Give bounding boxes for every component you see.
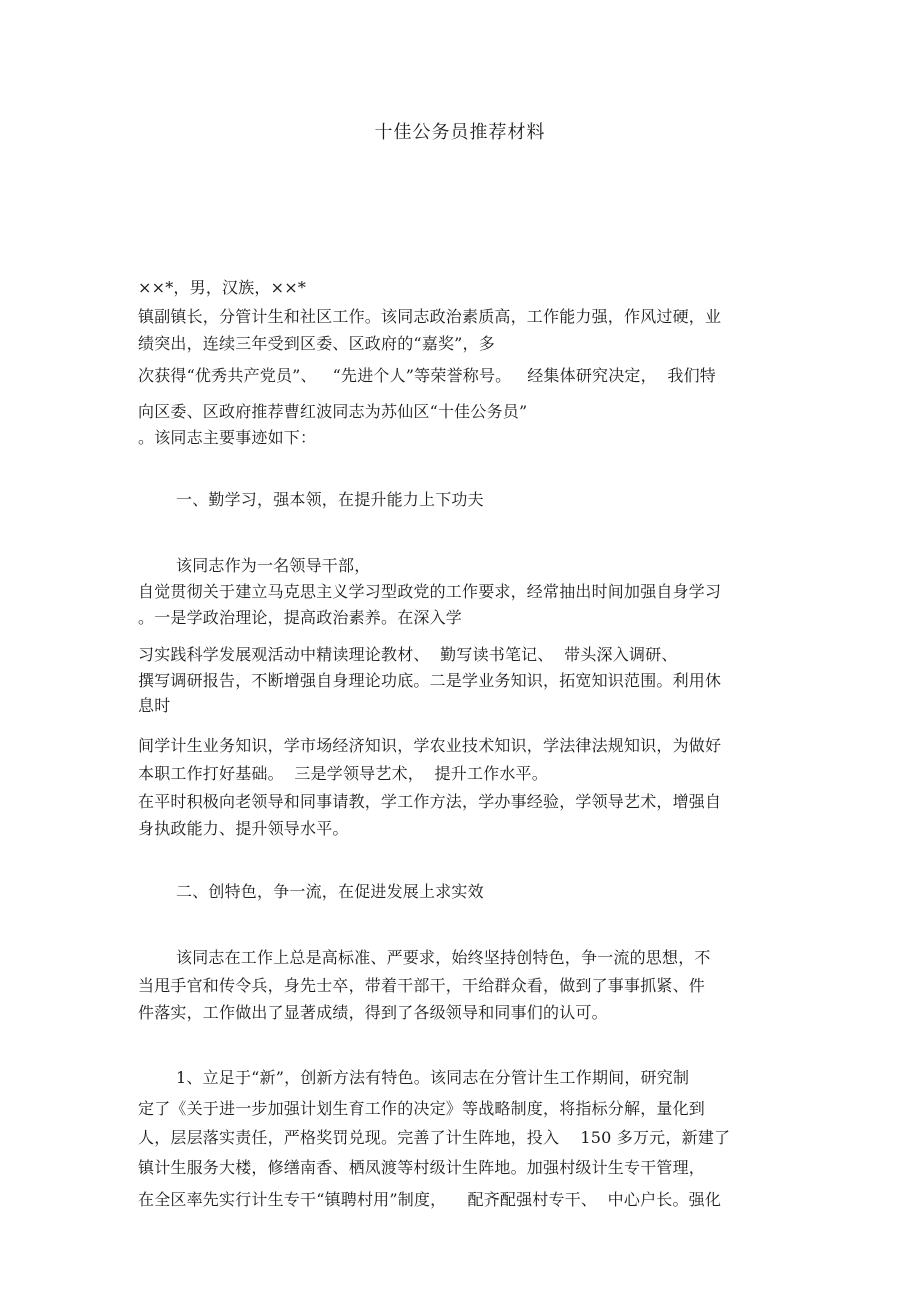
paragraph-line: 本职工作打好基础。 三是学领导艺术， 提升工作水平。 [138, 764, 548, 783]
section-heading: 二、创特色，争一流，在促进发展上求实效 [176, 882, 484, 901]
paragraph-line: 人，层层落实责任，严格奖罚兑现。完善了计生阵地，投入 150 多万元，新建了 [138, 1128, 731, 1147]
intro-line: 次获得“优秀共产党员”、 “先进个人”等荣誉称号。 经集体研究决定， 我们特 [138, 366, 717, 385]
paragraph-line: 身执政能力、提升领导水平。 [138, 819, 349, 838]
paragraph-line: 自觉贯彻关于建立马克思主义学习型政党的工作要求，经常抽出时间加强自身学习 [138, 582, 722, 601]
paragraph-line: 件落实，工作做出了显著成绩，得到了各级领导和同事们的认可。 [138, 1003, 608, 1022]
intro-line: 镇副镇长，分管计生和社区工作。该同志政治素质高，工作能力强，作风过硬，业 [138, 307, 722, 326]
paragraph-line: 当甩手官和传令兵，身先士卒，带着干部干，干给群众看，做到了事事抓紧、件 [138, 976, 706, 995]
paragraph-line: 在平时积极向老领导和同事请教，学工作方法，学办事经验，学领导艺术，增强自 [138, 792, 722, 811]
paragraph-line: 定了《关于进一步加强计划生育工作的决定》等战略制度，将指标分解，量化到 [138, 1099, 706, 1118]
paragraph-line: 习实践科学发展观活动中精读理论教材、 勤写读书笔记、 带头深入调研、 [138, 645, 678, 664]
paragraph-line: 撰写调研报告，不断增强自身理论功底。二是学业务知识，拓宽知识范围。利用休 [138, 671, 722, 690]
intro-line: 向区委、区政府推荐曹红波同志为苏仙区“十佳公务员” [138, 402, 528, 421]
paragraph-line: 间学计生业务知识，学市场经济知识，学农业技术知识，学法律法规知识，为做好 [138, 736, 722, 755]
paragraph-line: 镇计生服务大楼，修缮南香、栖凤渡等村级计生阵地。加强村级计生专干管理， [138, 1158, 706, 1177]
paragraph-line: 该同志作为一名领导干部， [176, 556, 371, 575]
paragraph-line: 在全区率先实行计生专干“镇聘村用”制度， 配齐配强村专干、 中心户长。强化 [138, 1190, 722, 1209]
paragraph-line: 息时 [138, 696, 171, 715]
intro-line: 绩突出，连续三年受到区委、区政府的“嘉奖”，多 [138, 334, 495, 353]
paragraph-line: 1、立足于“新”，创新方法有特色。该同志在分管计生工作期间，研究制 [176, 1068, 690, 1087]
intro-line: ××*，男，汉族，××* [138, 278, 307, 297]
section-heading: 一、勤学习，强本领，在提升能力上下功夫 [176, 490, 484, 509]
intro-line: 。该同志主要事迹如下： [138, 428, 317, 447]
document-title: 十佳公务员推荐材料 [374, 122, 546, 143]
paragraph-line: 该同志在工作上总是高标准、严要求，始终坚持创特色，争一流的思想，不 [176, 948, 711, 967]
paragraph-line: 。一是学政治理论，提高政治素养。在深入学 [138, 608, 463, 627]
